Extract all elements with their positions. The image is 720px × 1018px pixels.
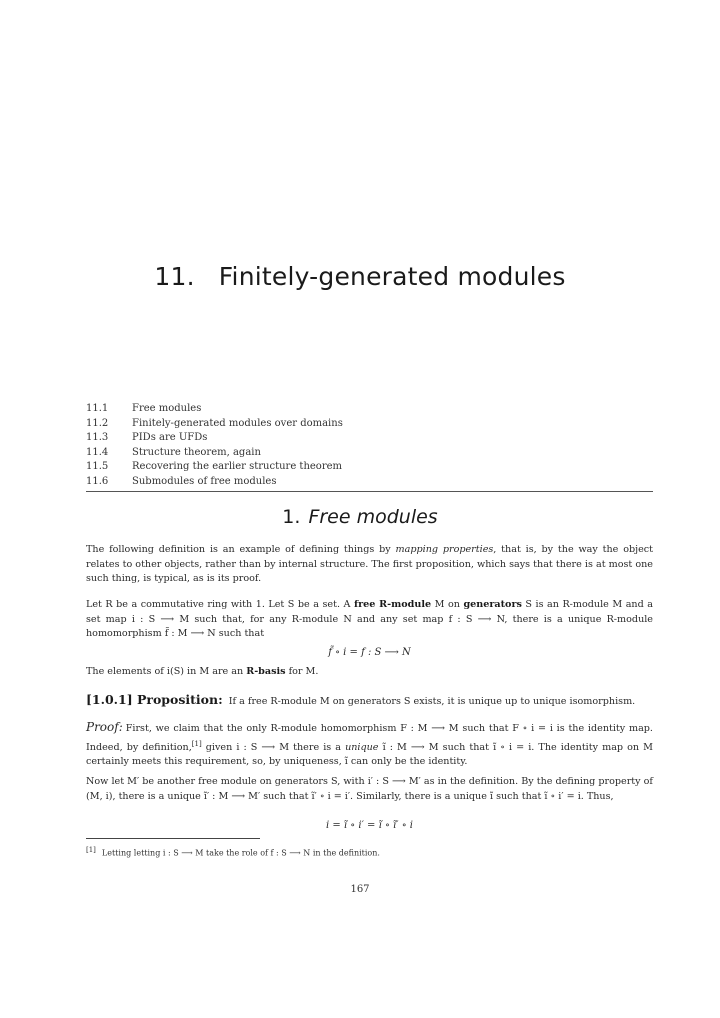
term-basis: R-basis bbox=[246, 666, 286, 677]
continuation-equation: i = ĩ ∘ i′ = ĩ ∘ ĩ′ ∘ i bbox=[326, 820, 413, 831]
term-generators: generators bbox=[463, 599, 522, 610]
toc-number: 11.2 bbox=[86, 417, 109, 429]
toc-item bbox=[86, 417, 686, 432]
toc-item bbox=[86, 402, 686, 417]
definition-paragraph bbox=[86, 598, 653, 642]
term-free-module: free R-module bbox=[353, 599, 432, 610]
intro-paragraph bbox=[86, 543, 653, 587]
toc-title: Free modules bbox=[132, 403, 202, 414]
basis-sentence bbox=[86, 665, 653, 680]
section-number: 1. bbox=[282, 506, 301, 528]
footnote bbox=[86, 846, 653, 858]
intro-text: The following definition is an example of defining things by bbox=[86, 544, 396, 555]
footnote-reference[interactable]: [1] bbox=[191, 739, 202, 748]
proof-text: given i : S ⟶ M there is a bbox=[201, 741, 346, 753]
footnote-text: Letting letting i : S ⟶ M take the role of f : S ⟶ N in the definition. bbox=[101, 848, 380, 858]
page-number: 167 bbox=[350, 884, 370, 895]
proof-label: Proof: bbox=[86, 720, 123, 734]
intro-emphasis: mapping properties bbox=[395, 544, 494, 555]
toc-number: 11.5 bbox=[86, 461, 109, 472]
toc-divider bbox=[86, 491, 653, 492]
definition-equation: f̃ ∘ i = f : S ⟶ N bbox=[328, 647, 411, 658]
section-title bbox=[0, 506, 720, 528]
chapter-title bbox=[0, 262, 720, 291]
definition-text: S is an R-module M and a set map i : S ⟶ M such that, for any R-module N and any set map f : S ⟶ N, there is a unique R-module homomorphism f̃ : M ⟶ N such that bbox=[86, 599, 653, 639]
toc-number: 11.4 bbox=[86, 446, 109, 458]
toc-title: Finitely-generated modules over domains bbox=[132, 417, 343, 429]
toc-title: Structure theorem, again bbox=[132, 446, 261, 458]
section-name: Free modules bbox=[308, 506, 438, 528]
proof-paragraph bbox=[86, 720, 653, 770]
footnote-divider bbox=[86, 838, 260, 839]
definition-text: Let R be a commutative ring with 1. Let S be a set. A bbox=[86, 599, 354, 610]
toc-title: PIDs are UFDs bbox=[132, 432, 208, 443]
toc-item bbox=[86, 431, 686, 446]
table-of-contents bbox=[86, 402, 686, 489]
continuation-paragraph: Now let M′ be another free module on generators S, with i′ : S ⟶ M′ as in the definition. By the defining property of (M, i), there is a unique ĩ′ : M ⟶ M′ such that ĩ′ ∘ i = i′. Similarly, there is a unique ĩ such that ĩ ∘ i′ = i. Thus, bbox=[86, 776, 653, 802]
toc-number: 11.1 bbox=[86, 403, 109, 414]
toc-item bbox=[86, 460, 686, 475]
toc-title: Submodules of free modules bbox=[132, 475, 277, 487]
proof-emphasis: unique bbox=[345, 741, 379, 753]
chapter-name: Finitely-generated modules bbox=[218, 262, 566, 291]
definition-text: M on bbox=[431, 599, 464, 610]
proof-text: ĩ : M ⟶ M such that ĩ ∘ i = i. The identity map on M certainly meets this requirement, so, by uniqueness, ĩ can only be the identity. bbox=[86, 741, 653, 768]
basis-text: The elements of i(S) in M are an bbox=[86, 666, 247, 677]
proposition bbox=[86, 692, 686, 707]
intro-text-cont: , that is, by the way the object relates to other objects, rather than by internal structure. The first proposition, which says that there is at most one such thing, is typical, as is its proof. bbox=[86, 544, 653, 584]
toc-number: 11.6 bbox=[86, 475, 109, 487]
proposition-text: If a free R-module M on generators S exists, it is unique up to unique isomorphism. bbox=[228, 696, 636, 707]
proposition-label: [1.0.1] Proposition: bbox=[86, 692, 223, 707]
toc-title: Recovering the earlier structure theorem bbox=[132, 461, 343, 472]
chapter-number: 11. bbox=[154, 262, 195, 291]
basis-text-cont: for M. bbox=[285, 666, 319, 677]
footnote-mark: [1] bbox=[86, 846, 96, 854]
toc-item bbox=[86, 446, 686, 461]
toc-item bbox=[86, 475, 686, 490]
toc-number: 11.3 bbox=[86, 432, 109, 443]
proof-text: First, we claim that the only R-module homomorphism F : M ⟶ M such that F ∘ i = i is the identity map. Indeed, by definition, bbox=[86, 723, 653, 753]
